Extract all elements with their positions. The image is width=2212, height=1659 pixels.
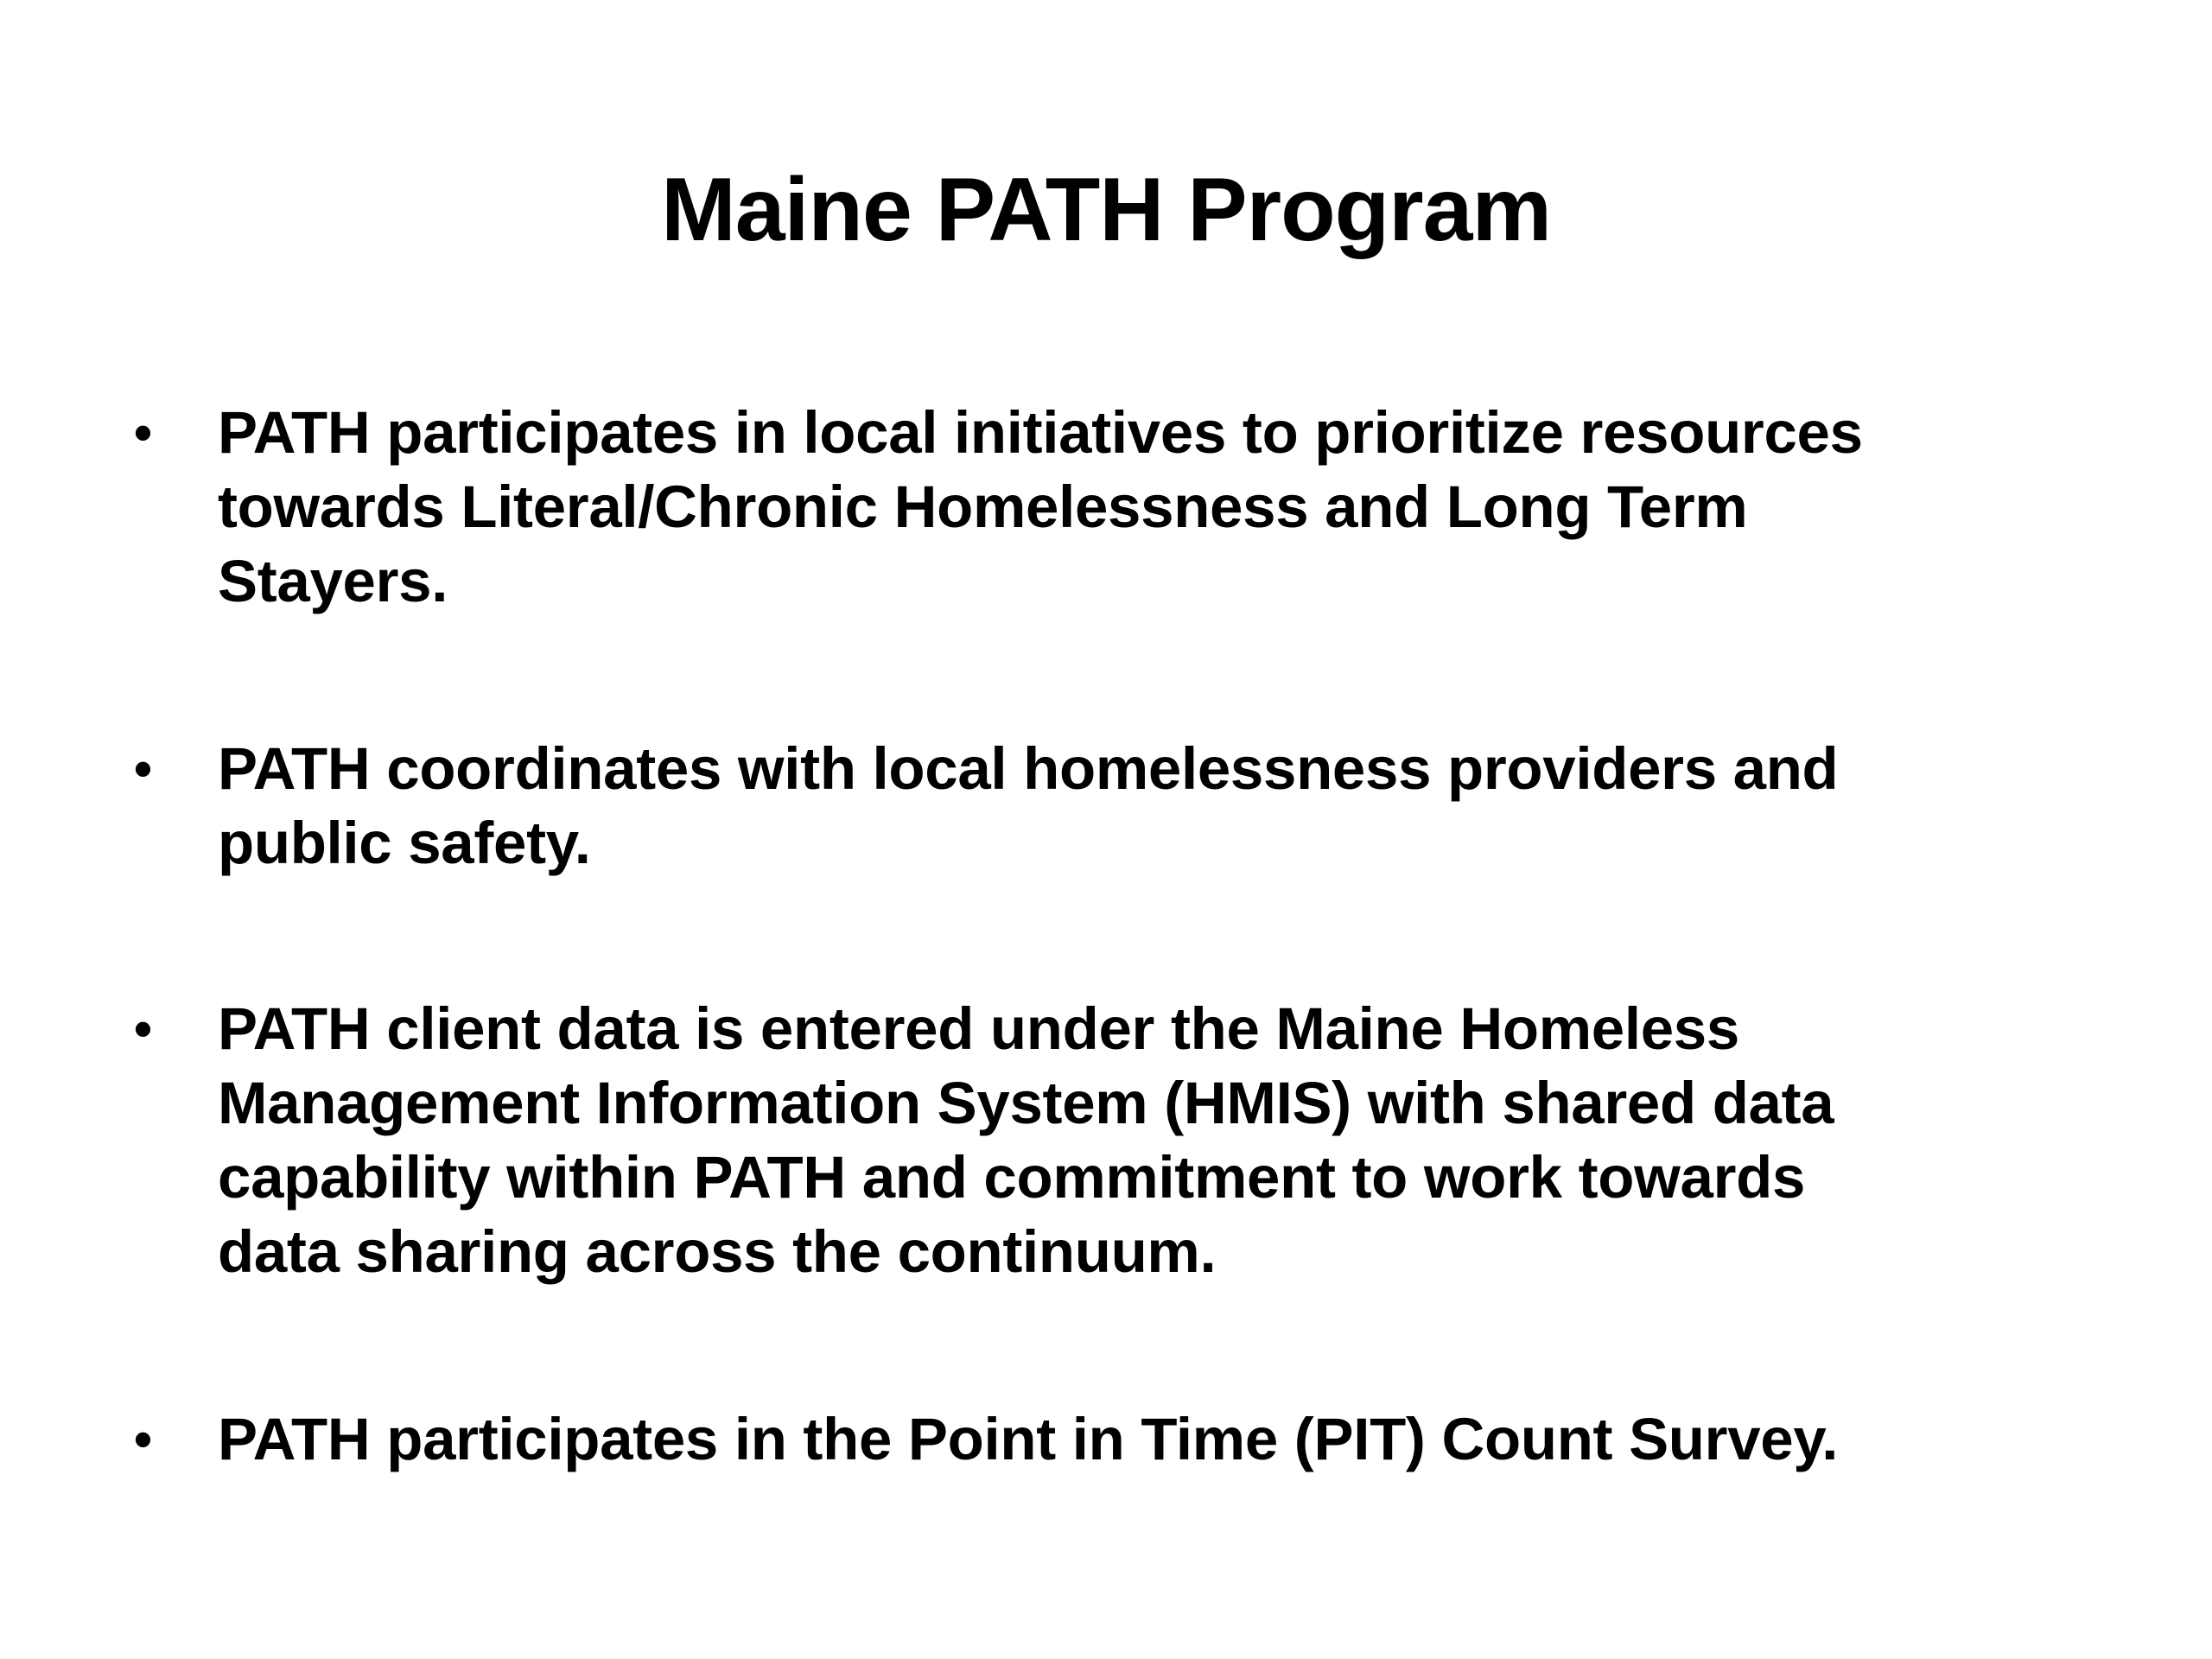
bullet-icon: •	[134, 1000, 153, 1058]
bullet-text: PATH participates in the Point in Time (PIT) Count Survey.	[218, 1406, 1839, 1472]
bullet-icon: •	[134, 1410, 153, 1468]
slide-title: Maine PATH Program	[661, 160, 1551, 260]
bullet-text: PATH coordinates with local homelessness providers and public safety.	[218, 735, 1839, 876]
bullet-icon: •	[134, 404, 153, 461]
bullet-icon: •	[134, 740, 153, 798]
bullet-text: PATH participates in local initiatives to prioritize resources towards Literal/Chronic Homelessness and Long Term Stayers.	[218, 399, 1863, 614]
bullet-text: PATH client data is entered under the Maine Homeless Management Information System (HMIS) with shared data capability within PATH and commitment to work towards data sharing across the continuum.	[218, 995, 1834, 1285]
